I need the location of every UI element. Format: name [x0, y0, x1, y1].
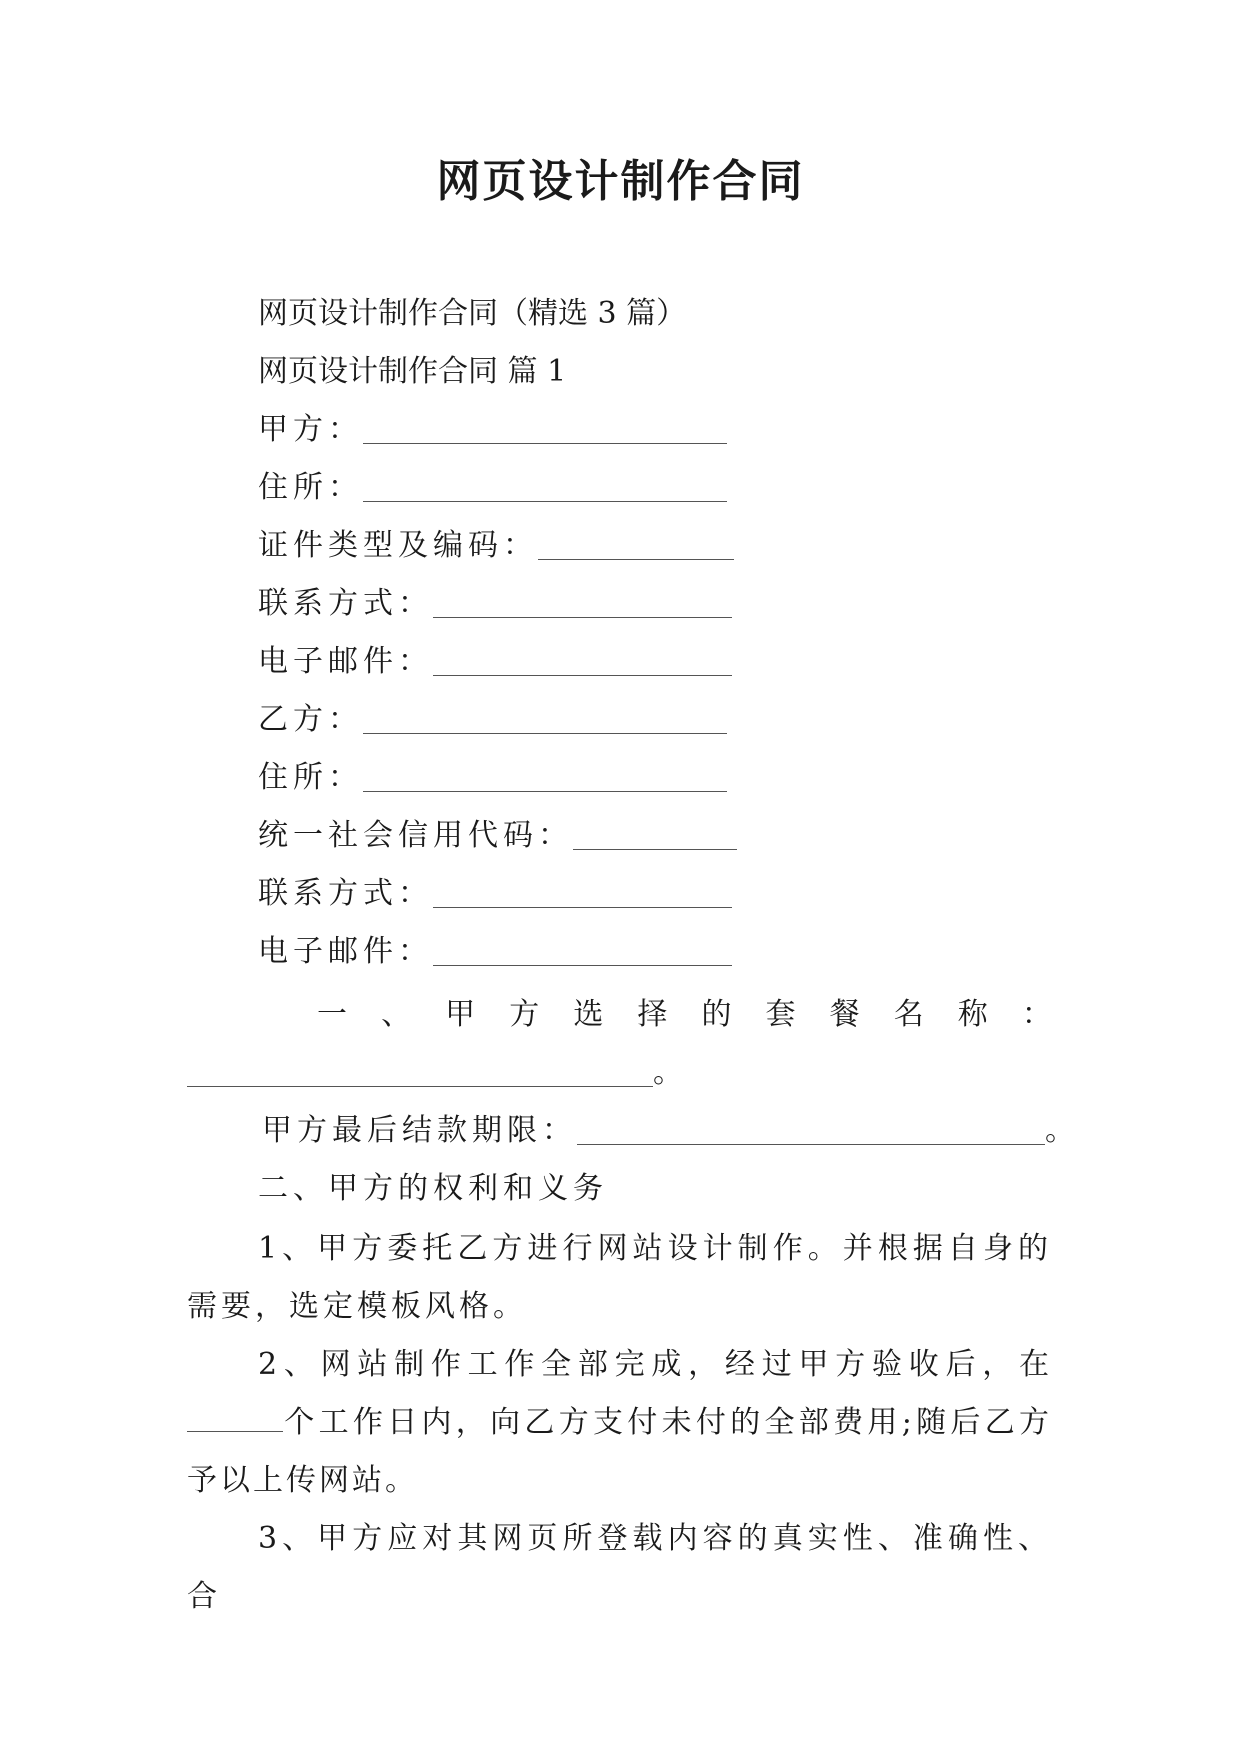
party-a-email-blank[interactable]: [433, 649, 732, 676]
party-a-contact-blank[interactable]: [433, 591, 732, 618]
package-name-blank[interactable]: [187, 1060, 653, 1087]
party-b-address-label: 住所：: [258, 760, 363, 795]
party-a-contact-field: [258, 582, 732, 626]
party-a-name-blank[interactable]: [363, 417, 727, 444]
party-b-name-blank[interactable]: [363, 707, 727, 734]
party-a-contact-label: 联系方式：: [258, 586, 433, 621]
section-1-char: 套: [765, 997, 796, 1032]
party-a-address-field: [258, 466, 727, 510]
party-b-contact-label: 联系方式：: [258, 876, 433, 911]
section-1-char: 名: [893, 997, 924, 1032]
payment-deadline-period: 。: [1045, 1113, 1075, 1148]
section-1-char: 方: [509, 997, 540, 1032]
party-b-address-field: [258, 756, 727, 800]
party-b-name-field: [258, 698, 727, 742]
party-b-address-blank[interactable]: [363, 765, 727, 792]
party-b-credit-code-label: 统一社会信用代码：: [258, 818, 573, 853]
section-1-char: 称: [957, 997, 988, 1032]
clause-2-2: [187, 1336, 1052, 1510]
section-1-char: 的: [701, 997, 732, 1032]
party-a-name-label: 甲方：: [258, 412, 363, 447]
section-1-char: ：: [1021, 997, 1052, 1032]
section-1-char: 一: [317, 997, 347, 1032]
party-a-address-label: 住所：: [258, 470, 363, 505]
payment-deadline-field: [262, 1109, 1075, 1153]
clause-2-2-before: 2、网站制作工作全部完成，经过甲方验收后，在: [258, 1347, 1052, 1382]
chapter-heading: 网页设计制作合同 篇 1: [258, 354, 567, 389]
section-1-char: 餐: [829, 997, 860, 1032]
party-b-credit-code-field: [258, 814, 737, 858]
party-a-id-label: 证件类型及编码：: [258, 528, 538, 563]
package-name-period: 。: [653, 1055, 683, 1090]
party-b-credit-code-blank[interactable]: [573, 823, 737, 850]
section-1-char: 甲: [445, 997, 476, 1032]
party-b-name-label: 乙方：: [258, 702, 363, 737]
party-b-email-blank[interactable]: [433, 939, 732, 966]
party-b-contact-blank[interactable]: [433, 881, 732, 908]
party-a-name-field: [258, 408, 727, 452]
section-1-char: 、: [381, 997, 412, 1032]
clause-2-1: 1、甲方委托乙方进行网站设计制作。并根据自身的需要，选定模板风格。: [187, 1231, 1052, 1324]
package-name-field: [187, 1051, 683, 1095]
party-a-email-label: 电子邮件：: [258, 644, 433, 679]
clause-2-2-after: 个工作日内，向乙方支付未付的全部费用;随后乙方予以上传网站。: [187, 1405, 1052, 1498]
party-b-email-field: [258, 930, 732, 974]
party-b-contact-field: [258, 872, 732, 916]
section-1-char: 选: [573, 997, 604, 1032]
clause-2-3: 3、甲方应对其网页所登载内容的真实性、准确性、合: [187, 1521, 1052, 1614]
party-a-address-blank[interactable]: [363, 475, 727, 502]
section-2-heading: 二、甲方的权利和义务: [258, 1171, 608, 1206]
payment-deadline-blank[interactable]: [577, 1118, 1045, 1145]
document-title: 网页设计制作合同: [436, 156, 805, 207]
party-b-email-label: 电子邮件：: [258, 934, 433, 969]
payment-deadline-label: 甲方最后结款期限：: [262, 1113, 577, 1148]
party-a-id-blank[interactable]: [538, 533, 734, 560]
party-a-id-field: [258, 524, 734, 568]
section-1-heading: [317, 993, 1052, 1037]
document-subtitle: 网页设计制作合同（精选 3 篇）: [258, 296, 687, 331]
section-1-char: 择: [637, 997, 668, 1032]
party-a-email-field: [258, 640, 732, 684]
clause-2-2-days-blank[interactable]: [187, 1409, 283, 1432]
